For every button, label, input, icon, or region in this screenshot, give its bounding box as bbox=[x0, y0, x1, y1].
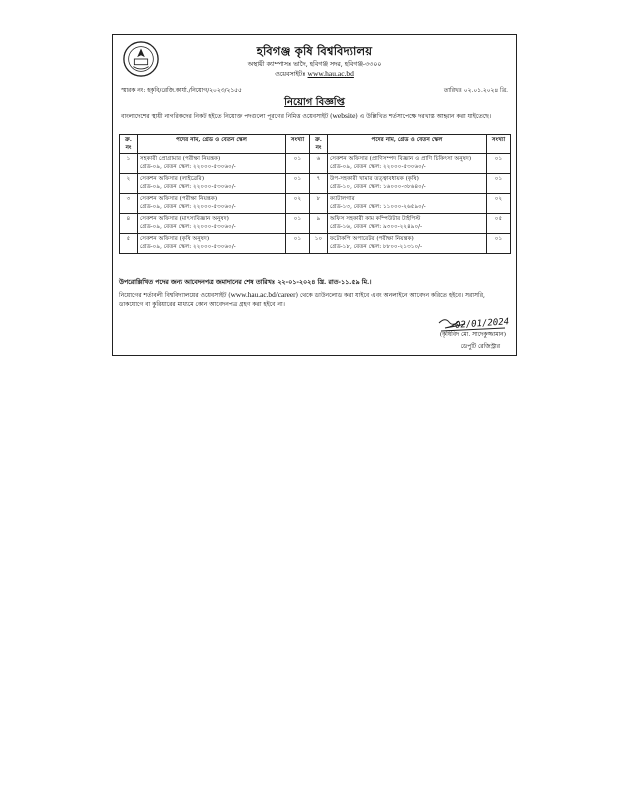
positions-table bbox=[119, 134, 511, 254]
header-serial-left: ক্র. নং bbox=[120, 135, 138, 154]
post-title: সেকশন অফিসার (পরীক্ষা নিয়ন্ত্রক) bbox=[140, 196, 218, 202]
university-website bbox=[113, 69, 516, 80]
university-name: হবিগঞ্জ কৃষি বিশ্ববিদ্যালয় bbox=[256, 44, 373, 58]
notice-title bbox=[113, 95, 516, 112]
header-count-right: সংখ্যা bbox=[487, 135, 511, 154]
post-cell bbox=[138, 154, 286, 174]
count-cell: ০১ bbox=[487, 174, 511, 194]
post-scale: গ্রেড-১৩, বেতন স্কেল: ১১০০০-২৬৫৯০/- bbox=[330, 204, 426, 210]
header-post-left: পদের নাম, গ্রেড ও বেতন স্কেল bbox=[138, 135, 286, 154]
post-title: ক্যাটালগার bbox=[330, 196, 355, 202]
serial-cell: ২ bbox=[120, 174, 138, 194]
serial-cell: ৫ bbox=[120, 234, 138, 254]
serial-cell: ৯ bbox=[310, 214, 328, 234]
count-cell: ০১ bbox=[286, 214, 310, 234]
serial-cell: ১০ bbox=[310, 234, 328, 254]
header-serial-right: ক্র. নং bbox=[310, 135, 328, 154]
post-title: অফিস সহকারী কাম কম্পিউটার টাইপিস্ট bbox=[330, 216, 421, 222]
post-title: উপ-সহকারী খামার তত্ত্বাবধায়ক (কৃষি) bbox=[330, 176, 419, 182]
table-row bbox=[120, 194, 511, 214]
serial-cell: ৪ bbox=[120, 214, 138, 234]
post-title: সেকশন অফিসার (কৃষি অনুষদ) bbox=[140, 236, 210, 242]
post-scale: গ্রেড-০৯, বেতন স্কেল: ২২০০০-৫৩০৬০/- bbox=[140, 204, 236, 210]
post-title: সহকারী প্রোগ্রামার (পরীক্ষা নিয়ন্ত্রক) bbox=[140, 156, 221, 162]
post-cell bbox=[328, 214, 487, 234]
memo-reference: স্মারক নং: হকৃবি/রেজি.কার্যা./নিয়োগ/২০২৩/২১৫৫ bbox=[121, 88, 242, 94]
intro-text-before: বাংলাদেশের স্থায়ী নাগরিকদের নিকট হইতে নিয়োক্ত পদগুলো পূরণের নিমিত্ত ওয়েবসাইট ( bbox=[121, 113, 333, 120]
post-cell bbox=[328, 154, 487, 174]
post-title: সেকশন অফিসার (মাৎস্যবিজ্ঞান অনুষদ) bbox=[140, 216, 229, 222]
count-cell: ০১ bbox=[487, 154, 511, 174]
post-cell bbox=[138, 174, 286, 194]
post-title: ফটোকপি অপারেটর (পরীক্ষা নিয়ন্ত্রক) bbox=[330, 236, 414, 242]
career-link[interactable]: www.hau.ac.bd/career bbox=[230, 290, 296, 299]
post-cell bbox=[328, 194, 487, 214]
post-title: সেকশন অফিসার (প্রাণিসম্পদ বিজ্ঞান ও প্রাণি চিকিৎসা অনুষদ) bbox=[330, 156, 472, 162]
table-row bbox=[120, 154, 511, 174]
post-scale: গ্রেড-০৯, বেতন স্কেল: ২২০০০-৫৩০৬০/- bbox=[140, 184, 236, 190]
post-scale: গ্রেড-১৬, বেতন স্কেল: ৯৩০০-২২৪৯০/- bbox=[330, 224, 423, 230]
post-cell bbox=[328, 234, 487, 254]
post-scale: গ্রেড-০৯, বেতন স্কেল: ২২০০০-৫৩০৬০/- bbox=[330, 164, 426, 170]
university-address: অস্থায়ী ক্যাম্পাসঃ ভাদৈ, হবিগঞ্জ সদর, হবিগঞ্জ-৩৩০০ bbox=[247, 61, 382, 68]
notice-title-text: নিয়োগ বিজ্ঞপ্তি bbox=[284, 97, 345, 108]
signer-name: (কৃষিবিদ মো. সাদেকুজ্জামান) bbox=[439, 332, 506, 338]
memo-date: তারিখঃ ০২.০১.২০২৪ খ্রি. bbox=[443, 88, 508, 94]
count-cell: ০১ bbox=[286, 174, 310, 194]
post-scale: গ্রেড-১৮, বেতন স্কেল: ৮৮০০-২১৩১০/- bbox=[330, 244, 422, 250]
application-instructions bbox=[119, 290, 508, 309]
post-scale: গ্রেড-১০, বেতন স্কেল: ১৬০০০-৩৮৬৪০/- bbox=[330, 184, 426, 190]
serial-cell: ৩ bbox=[120, 194, 138, 214]
website-link[interactable]: www.hau.ac.bd bbox=[307, 69, 354, 78]
post-scale: গ্রেড-০৯, বেতন স্কেল: ২২০০০-৫৩০৬০/- bbox=[140, 164, 236, 170]
intro-paragraph bbox=[121, 111, 508, 121]
serial-cell: ৮ bbox=[310, 194, 328, 214]
post-cell bbox=[138, 214, 286, 234]
table-row bbox=[120, 214, 511, 234]
count-cell: ০১ bbox=[286, 234, 310, 254]
post-cell bbox=[138, 194, 286, 214]
table-row bbox=[120, 234, 511, 254]
table-row bbox=[120, 174, 511, 194]
count-cell: ০৫ bbox=[487, 214, 511, 234]
serial-cell: ৭ bbox=[310, 174, 328, 194]
notice-document bbox=[112, 34, 517, 356]
apply-text-after: ) থেকে ডাউনলোড করা যাইবে এবং অনলাইনে আবেদন করিতে হইবে। সরাসরি, ডাকযোগে বা কুরিয়ারের মাধ্যমে কোন আবেদনপত্র গ্রহণ করা হইবে না। bbox=[119, 292, 485, 308]
count-cell: ০১ bbox=[487, 234, 511, 254]
post-cell bbox=[138, 234, 286, 254]
website-label: ওয়েবসাইটঃ bbox=[275, 71, 306, 78]
count-cell: ০২ bbox=[286, 194, 310, 214]
post-cell bbox=[328, 174, 487, 194]
application-deadline: উপরোল্লিখিত পদের জন্য আবেদনপত্র জমাদানের শেষ তারিখঃ ২২-০১-২০২৪ খ্রি. রাত-১১.৫৯ মি.। bbox=[119, 279, 372, 286]
serial-cell: ১ bbox=[120, 154, 138, 174]
header-post-right: পদের নাম, গ্রেড ও বেতন স্কেল bbox=[328, 135, 487, 154]
intro-website-word: website bbox=[332, 111, 356, 120]
post-scale: গ্রেড-০৯, বেতন স্কেল: ২২০০০-৫৩০৬০/- bbox=[140, 244, 236, 250]
signer-designation: ডেপুটি রেজিস্ট্রার bbox=[460, 344, 500, 350]
header-count-left: সংখ্যা bbox=[286, 135, 310, 154]
count-cell: ০১ bbox=[286, 154, 310, 174]
post-title: সেকশন অফিসার (লাইব্রেরি) bbox=[140, 176, 205, 182]
apply-text-before: নিয়োগের শর্তাবলী বিশ্ববিদ্যালয়ের ওয়েবসাইট ( bbox=[119, 292, 231, 299]
table-header-row bbox=[120, 135, 511, 154]
count-cell: ০২ bbox=[487, 194, 511, 214]
post-scale: গ্রেড-০৯, বেতন স্কেল: ২২০০০-৫৩০৬০/- bbox=[140, 224, 236, 230]
serial-cell: ৬ bbox=[310, 154, 328, 174]
intro-text-after: ) এ উল্লিখিত শর্তসাপেক্ষে দরখাস্ত আহ্বান করা যাইতেছে। bbox=[355, 113, 492, 120]
signature-date: 02/01/2024 bbox=[454, 317, 510, 331]
